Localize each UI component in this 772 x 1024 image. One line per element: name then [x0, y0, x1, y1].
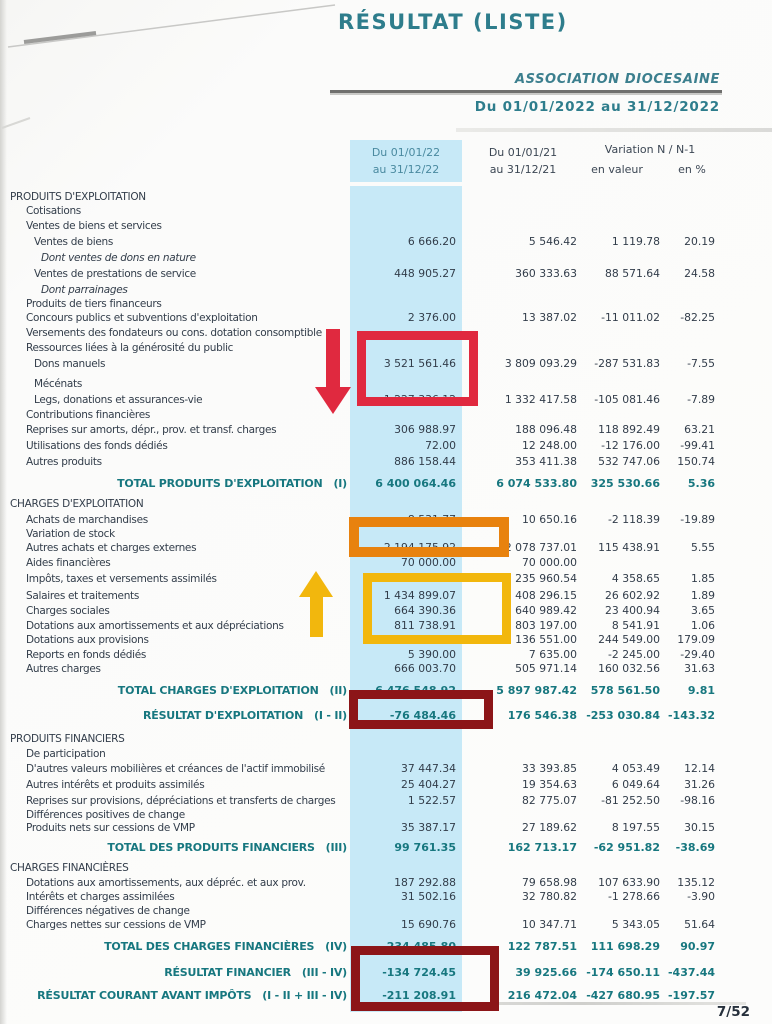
- value-variation: -2 245.00: [608, 648, 660, 661]
- table-row: [0, 477, 772, 492]
- red-arrow-down-icon: [315, 387, 351, 414]
- value-pct: 31.63: [684, 662, 715, 675]
- value-variation: -427 680.95: [586, 989, 660, 1002]
- value-pct: 31.26: [684, 778, 715, 791]
- value-n1: 12 248.00: [522, 439, 577, 452]
- row-label: Ventes de prestations de service: [34, 268, 196, 280]
- value-n: 240 319.19: [394, 572, 456, 585]
- orange-annotation-box: [349, 517, 509, 557]
- row-label: Reprises sur provisions, dépréciations et transferts de charges: [26, 795, 336, 807]
- value-pct: -7.89: [687, 393, 715, 406]
- value-n1: 27 189.62: [522, 821, 577, 834]
- row-label: Autres intérêts et produits assimilés: [26, 779, 205, 791]
- value-n: 37 447.34: [401, 762, 456, 775]
- row-label: Autres charges: [26, 663, 101, 675]
- value-n: 31 502.16: [401, 890, 456, 903]
- value-n: 3 521 561.46: [383, 357, 456, 370]
- value-n: 6 400 064.46: [375, 477, 456, 490]
- value-n1: 188 096.48: [515, 423, 577, 436]
- table-row: [0, 890, 772, 905]
- value-variation: -1 278.66: [608, 890, 660, 903]
- value-variation: 23 400.94: [605, 604, 660, 617]
- value-variation: 532 747.06: [598, 455, 660, 468]
- table-row: [0, 861, 772, 876]
- row-label: CHARGES FINANCIÈRES: [10, 862, 129, 874]
- table-row: [0, 821, 772, 836]
- value-pct: -82.25: [680, 311, 715, 324]
- row-label: Utilisations des fonds dédiés: [26, 440, 168, 452]
- table-row: [0, 439, 772, 454]
- value-n: 886 158.44: [394, 455, 456, 468]
- value-pct: -437.44: [667, 966, 715, 979]
- value-variation: 325 530.66: [590, 477, 660, 490]
- column-header-period-n1: Du 01/01/21 au 31/12/21: [488, 146, 558, 176]
- value-pct: -197.57: [667, 989, 715, 1002]
- value-n1: 1 332 417.58: [504, 393, 577, 406]
- table-row: [0, 455, 772, 470]
- scan-shade-line: [456, 128, 772, 132]
- value-n1: 39 925.66: [515, 966, 577, 979]
- table-row: [0, 876, 772, 891]
- table-row: [0, 297, 772, 312]
- row-label: De participation: [26, 748, 106, 760]
- value-n: -76 484.46: [389, 709, 456, 722]
- page-number: 7/52: [716, 1004, 750, 1020]
- row-label: Autres produits: [26, 456, 102, 468]
- table-row: [0, 283, 772, 298]
- value-n1: 10 347.71: [522, 918, 577, 931]
- row-label: Différences positives de change: [26, 809, 185, 821]
- value-pct: 1.85: [690, 572, 715, 585]
- value-n1: 6 074 533.80: [496, 477, 577, 490]
- value-n1: 216 472.04: [507, 989, 577, 1002]
- value-variation: -287 531.83: [594, 357, 660, 370]
- column-header-period-n: Du 01/01/22 au 31/12/22: [371, 146, 441, 176]
- table-row: [0, 794, 772, 809]
- value-n1: 353 411.38: [515, 455, 577, 468]
- value-n: 35 387.17: [401, 821, 456, 834]
- value-pct: 1.06: [690, 619, 715, 632]
- row-label: Versements des fondateurs ou cons. dotation consomptible: [26, 327, 322, 339]
- value-n1: 408 296.15: [515, 589, 577, 602]
- table-row: [0, 762, 772, 777]
- maroon-annotation-box-resultat-exploitation: [349, 690, 493, 729]
- table-row: [0, 778, 772, 793]
- value-n: 306 988.97: [394, 423, 456, 436]
- row-label: Dont parrainages: [41, 284, 128, 296]
- value-n1: 2 078 737.01: [504, 541, 577, 554]
- value-n1: 122 787.51: [507, 940, 577, 953]
- value-variation: -11 011.02: [601, 311, 660, 324]
- row-label: TOTAL PRODUITS D'EXPLOITATION (I): [117, 477, 347, 490]
- value-n: 6 666.20: [407, 235, 456, 248]
- value-variation: 4 053.49: [611, 762, 660, 775]
- value-n1: 803 197.00: [515, 619, 577, 632]
- value-n: 381 100.00: [394, 633, 456, 646]
- value-variation: 88 571.64: [605, 267, 660, 280]
- yellow-annotation-box: [363, 573, 511, 644]
- row-label: Dont ventes de dons en nature: [41, 252, 196, 264]
- value-variation: 115 438.91: [598, 541, 660, 554]
- value-pct: 12.14: [684, 762, 715, 775]
- value-n1: 13 387.02: [522, 311, 577, 324]
- value-n1: 10 650.16: [522, 513, 577, 526]
- value-n: 448 905.27: [394, 267, 456, 280]
- value-pct: 63.21: [684, 423, 715, 436]
- table-row: [0, 267, 772, 282]
- value-variation: -81 252.50: [601, 794, 660, 807]
- red-arrow-down-shaft: [326, 329, 340, 389]
- yellow-arrow-up-icon: [299, 571, 333, 597]
- value-n1: 176 546.38: [507, 709, 577, 722]
- value-pct: 5.36: [687, 477, 715, 490]
- row-label: Ventes de biens et services: [26, 220, 162, 232]
- column-header-variation: Variation N / N-1: [604, 143, 696, 156]
- table-row: [0, 904, 772, 919]
- value-variation: -253 030.84: [586, 709, 660, 722]
- value-n: 234 485.80: [386, 940, 456, 953]
- value-n: 5 390.00: [407, 648, 456, 661]
- value-n: 187 292.88: [394, 876, 456, 889]
- row-label: Dons manuels: [34, 358, 106, 370]
- value-pct: -38.69: [675, 841, 715, 854]
- row-label: Legs, donations et assurances-vie: [34, 394, 203, 406]
- value-variation: 244 549.00: [598, 633, 660, 646]
- header-rule: [330, 90, 722, 95]
- row-label: Concours publics et subventions d'exploitation: [26, 312, 258, 324]
- table-row: [0, 408, 772, 423]
- value-pct: 179.09: [677, 633, 715, 646]
- value-pct: 1.89: [690, 589, 715, 602]
- column-header-en-valeur: en valeur: [591, 163, 643, 176]
- row-label: Salaires et traitements: [26, 590, 140, 602]
- value-pct: 20.19: [684, 235, 715, 248]
- value-n: 2 376.00: [407, 311, 456, 324]
- value-variation: -105 081.46: [594, 393, 660, 406]
- value-pct: -19.89: [680, 513, 715, 526]
- value-n1: 505 971.14: [515, 662, 577, 675]
- row-label: Achats de marchandises: [26, 514, 148, 526]
- value-n: 6 476 548.92: [375, 684, 456, 697]
- value-pct: -7.55: [687, 357, 715, 370]
- table-row: [0, 311, 772, 326]
- value-variation: -12 176.00: [601, 439, 660, 452]
- table-row: [0, 918, 772, 933]
- value-pct: 51.64: [684, 918, 715, 931]
- red-annotation-box: [357, 331, 478, 406]
- value-variation: 8 197.55: [611, 821, 660, 834]
- value-variation: 8 541.91: [611, 619, 660, 632]
- value-pct: 24.58: [684, 267, 715, 280]
- value-n1: 235 960.54: [515, 572, 577, 585]
- row-label: Intérêts et charges assimilées: [26, 891, 175, 903]
- row-label: TOTAL CHARGES D'EXPLOITATION (II): [117, 684, 347, 697]
- row-label: RÉSULTAT COURANT AVANT IMPÔTS (I - II + III - IV): [37, 989, 347, 1002]
- value-n1: 32 780.82: [522, 890, 577, 903]
- value-pct: -29.40: [680, 648, 715, 661]
- row-label: Aides financières: [26, 557, 111, 569]
- value-pct: -99.41: [680, 439, 715, 452]
- table-row: [0, 497, 772, 512]
- value-n: 1 434 899.07: [383, 589, 456, 602]
- value-pct: -3.90: [687, 890, 715, 903]
- value-n: 811 738.91: [394, 619, 456, 632]
- row-label: Impôts, taxes et versements assimilés: [26, 573, 217, 585]
- table-row: [0, 204, 772, 219]
- value-n: 99 761.35: [394, 841, 456, 854]
- value-variation: 107 633.90: [598, 876, 660, 889]
- row-label: Cotisations: [26, 205, 81, 217]
- row-label: Produits de tiers financeurs: [26, 298, 162, 310]
- value-pct: 5.55: [690, 541, 715, 554]
- row-label: Charges nettes sur cessions de VMP: [26, 919, 206, 931]
- value-pct: 3.65: [690, 604, 715, 617]
- value-variation: 160 032.56: [598, 662, 660, 675]
- table-row: [0, 219, 772, 234]
- value-n1: 3 809 093.29: [504, 357, 577, 370]
- value-n: -211 208.91: [382, 989, 456, 1002]
- yellow-arrow-up-shaft: [310, 596, 323, 637]
- value-n: -134 724.45: [382, 966, 456, 979]
- table-row: [0, 648, 772, 663]
- row-label: RÉSULTAT D'EXPLOITATION (I - II): [143, 709, 347, 722]
- row-label: Reprises sur amorts, dépr., prov. et transf. charges: [26, 424, 277, 436]
- value-n1: 360 333.63: [515, 267, 577, 280]
- maroon-annotation-box-resultats-finaux: [351, 946, 499, 1011]
- row-label: Variation de stock: [26, 528, 115, 540]
- row-label: Produits nets sur cessions de VMP: [26, 822, 195, 834]
- value-n: 15 690.76: [401, 918, 456, 931]
- value-variation: 578 561.50: [590, 684, 660, 697]
- row-label: CHARGES D'EXPLOITATION: [10, 498, 144, 510]
- value-n1: 136 551.00: [515, 633, 577, 646]
- value-n: 1 522.57: [407, 794, 456, 807]
- value-variation: -174 650.11: [586, 966, 660, 979]
- value-variation: 26 602.92: [605, 589, 660, 602]
- value-n: 2 194 175.92: [383, 541, 456, 554]
- value-n: 664 390.36: [394, 604, 456, 617]
- value-pct: 30.15: [684, 821, 715, 834]
- value-n: 8 531.77: [407, 513, 456, 526]
- row-label: Dotations aux provisions: [26, 634, 149, 646]
- value-variation: 4 358.65: [611, 572, 660, 585]
- page-title: RÉSULTAT (LISTE): [338, 10, 568, 34]
- value-n: 25 404.27: [401, 778, 456, 791]
- row-label: Contributions financières: [26, 409, 151, 421]
- row-label: Dotations aux amortissements, aux dépréc. et aux prov.: [26, 877, 306, 889]
- value-n1: 82 775.07: [522, 794, 577, 807]
- table-row: [0, 423, 772, 438]
- table-row: [0, 747, 772, 762]
- row-label: PRODUITS D'EXPLOITATION: [10, 191, 146, 203]
- value-variation: 1 119.78: [611, 235, 660, 248]
- row-label: Ventes de biens: [34, 236, 113, 248]
- row-label: Différences négatives de change: [26, 905, 190, 917]
- row-label: Ressources liées à la générosité du public: [26, 342, 234, 354]
- value-pct: 135.12: [677, 876, 715, 889]
- organization-name: ASSOCIATION DIOCESAINE: [514, 72, 720, 87]
- value-pct: 9.81: [687, 684, 715, 697]
- column-header-en-pct: en %: [678, 163, 706, 176]
- value-variation: 5 343.05: [611, 918, 660, 931]
- value-n1: 70 000.00: [522, 556, 577, 569]
- row-label: Charges sociales: [26, 605, 110, 617]
- value-pct: 90.97: [680, 940, 715, 953]
- row-label: Dotations aux amortissements et aux dépréciations: [26, 620, 284, 632]
- period-label: Du 01/01/2022 au 31/12/2022: [474, 99, 720, 115]
- row-label: D'autres valeurs mobilières et créances de l'actif immobilisé: [26, 763, 325, 775]
- value-pct: 150.74: [677, 455, 715, 468]
- row-label: PRODUITS FINANCIERS: [10, 733, 125, 745]
- value-variation: 118 892.49: [598, 423, 660, 436]
- table-row: [0, 251, 772, 266]
- table-row: [0, 662, 772, 677]
- row-label: Mécénats: [34, 378, 83, 390]
- value-variation: 111 698.29: [590, 940, 660, 953]
- value-n: 72.00: [425, 439, 456, 452]
- value-n1: 79 658.98: [522, 876, 577, 889]
- table-row: [0, 190, 772, 205]
- value-n1: 640 989.42: [515, 604, 577, 617]
- value-n1: 19 354.63: [522, 778, 577, 791]
- row-label: Autres achats et charges externes: [26, 542, 197, 554]
- value-variation: 6 049.64: [611, 778, 660, 791]
- table-row: [0, 556, 772, 571]
- value-n: 70 000.00: [401, 556, 456, 569]
- value-n1: 162 713.17: [507, 841, 577, 854]
- value-pct: -98.16: [680, 794, 715, 807]
- value-variation: -2 118.39: [608, 513, 660, 526]
- row-label: TOTAL DES PRODUITS FINANCIERS (III): [107, 841, 347, 854]
- value-n1: 5 546.42: [528, 235, 577, 248]
- value-n: 666 003.70: [394, 662, 456, 675]
- row-label: TOTAL DES CHARGES FINANCIÈRES (IV): [104, 940, 347, 953]
- row-label: RÉSULTAT FINANCIER (III - IV): [164, 966, 347, 979]
- value-n1: 5 897 987.42: [496, 684, 577, 697]
- value-pct: -143.32: [667, 709, 715, 722]
- value-n1: 33 393.85: [522, 762, 577, 775]
- row-label: Reports en fonds dédiés: [26, 649, 147, 661]
- value-n1: 7 635.00: [528, 648, 577, 661]
- value-n: 1 227 336.12: [383, 393, 456, 406]
- table-row: [0, 235, 772, 250]
- value-variation: -62 951.82: [593, 841, 660, 854]
- table-row: [0, 841, 772, 856]
- table-row: [0, 732, 772, 747]
